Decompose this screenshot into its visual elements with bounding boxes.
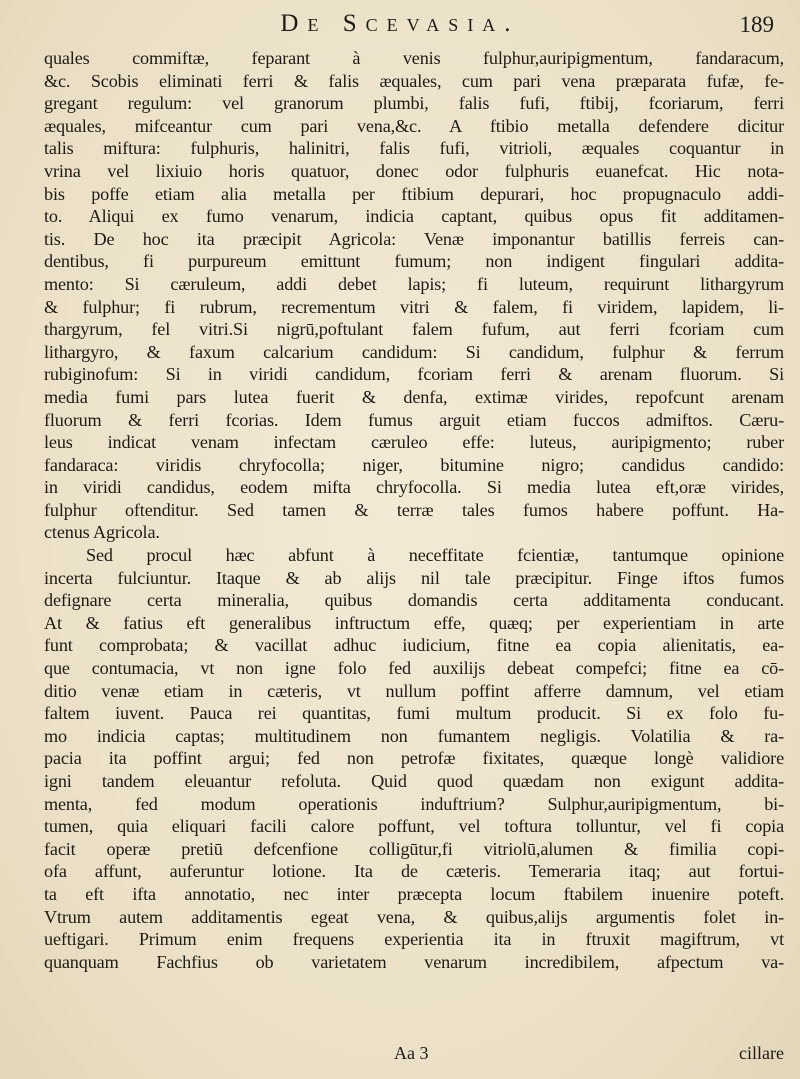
text-line: tumen, quia eliquari facili calore poffunt, vel toftura tolluntur, vel fi copia	[44, 816, 784, 837]
text-line: rubiginofum: Si in viridi candidum, fcoriam ferri & arenam fluorum. Si	[44, 364, 784, 385]
text-line: gregant regulum: vel granorum plumbi, falis fufi, ftibij, fcoriarum, ferri	[44, 93, 784, 114]
body-text	[44, 47, 784, 973]
text-line: ofa affunt, auferuntur lotione. Ita de cæteris. Temeraria itaq; aut fortui-	[44, 861, 784, 882]
text-line: fluorum & ferri fcorias. Idem fumus arguit etiam fuccos admiftos. Cæru-	[44, 409, 784, 430]
text-line: funt comprobata; & vacillat adhuc iudicium, fitne ea copia alienitatis, ea-	[44, 635, 784, 656]
text-line: dentibus, fi purpureum emittunt fumum; non indigent fingulari addita-	[44, 251, 784, 272]
text-line: fandaraca: viridis chryfocolla; niger, bitumine nigro; candidus candido:	[44, 454, 784, 475]
text-line: Sed procul hæc abfunt à neceffitate fcientiæ, tantumque opinione	[86, 545, 784, 566]
text-line: mo indicia captas; multitudinem non fumantem negligis. Volatilia & ra-	[44, 725, 784, 746]
text-line: fulphur oftenditur. Sed tamen & terræ tales fumos habere poffunt. Ha-	[44, 499, 784, 520]
text-line: pacia ita poffint argui; fed non petrofæ fixitates, quæque longè validiore	[44, 748, 784, 769]
text-line: vrina vel lixiuio horis quatuor, donec odor fulphuris euanefcat. Hic nota-	[44, 160, 784, 181]
text-line: ditio venæ etiam in cæteris, vt nullum poffint afferre damnum, vel etiam	[44, 680, 784, 701]
page-header	[0, 10, 800, 44]
text-line: defignare certa mineralia, quibus domandis certa additamenta conducant.	[44, 590, 784, 611]
text-line: que contumacia, vt non igne folo fed auxilijs debeat compefci; fitne ea cō-	[44, 658, 784, 679]
running-title: De Scevasia.	[280, 10, 520, 37]
text-line: ctenus Agricola.	[44, 522, 160, 543]
text-line: & fulphur; fi rubrum, recrementum vitri & falem, fi viridem, lapidem, li-	[44, 296, 784, 317]
text-line: faltem iuvent. Pauca rei quantitas, fumi multum producit. Si ex folo fu-	[44, 703, 784, 724]
text-line: ueftigari. Primum enim frequens experientia ita in ftruxit magiftrum, vt	[44, 929, 784, 950]
text-line: quanquam Fachfius ob varietatem venarum incredibilem, afpectum va-	[44, 951, 784, 972]
catchword: cillare	[739, 1043, 784, 1063]
text-line: leus indicat venam infectam cæruleo effe: luteus, auripigmento; ruber	[44, 432, 784, 453]
text-line: &c. Scobis eliminati ferri & falis æquales, cum pari vena præparata fufæ, fe-	[44, 70, 784, 91]
text-line: menta, fed modum operationis induftrium? Sulphur,auripigmentum, bi-	[44, 793, 784, 814]
text-line: talis miftura: fulphuris, halinitri, falis fufi, vitrioli, æquales coquantur in	[44, 138, 784, 159]
text-line: bis poffe etiam alia metalla per ftibium depurari, hoc propugnaculo addi-	[44, 183, 784, 204]
text-line: incerta fulciuntur. Itaque & ab alijs nil tale præcipitur. Finge iftos fumos	[44, 567, 784, 588]
text-line: mento: Si cæruleum, addi debet lapis; fi luteum, requirunt lithargyrum	[44, 273, 784, 294]
text-line: At & fatius eft generalibus inftructum effe, quæq; per experientiam in arte	[44, 612, 784, 633]
text-line: to. Aliqui ex fumo venarum, indicia captant, quibus opus fit additamen-	[44, 206, 784, 227]
text-line: igni tandem eleuantur refoluta. Quid quod quædam non exigunt addita-	[44, 771, 784, 791]
text-line: thargyrum, fel vitri.Si nigrū,poftulant falem fufum, aut ferri fcoriam cum	[44, 319, 784, 340]
text-line: media fumi pars lutea fuerit & denfa, extimæ virides, repofcunt arenam	[44, 386, 784, 407]
page-footer	[44, 1043, 784, 1069]
text-line: facit operæ pretiū defcenfione colligūtur,fi vitriolū,alumen & fimilia copi-	[44, 838, 784, 859]
page-number: 189	[739, 12, 774, 37]
text-line: quales commiftæ, feparant à venis fulphur,auripigmentum, fandaracum,	[44, 48, 784, 68]
text-line: ta eft ifta annotatio, nec inter præcepta locum ftabilem inuenire poteft.	[44, 883, 784, 904]
text-line: æquales, mifceantur cum pari vena,&c. A ftibio metalla defendere dicitur	[44, 115, 784, 136]
text-line: lithargyro, & faxum calcarium candidum: Si candidum, fulphur & ferrum	[44, 341, 784, 362]
text-line: Vtrum autem additamentis egeat vena, & quibus,alijs argumentis folet in-	[44, 906, 784, 927]
signature-mark: Aa 3	[394, 1043, 429, 1063]
text-line: in viridi candidus, eodem mifta chryfocolla. Si media lutea eft,oræ virides,	[44, 477, 784, 498]
text-line: tis. De hoc ita præcipit Agricola: Venæ imponantur batillis ferreis can-	[44, 228, 784, 249]
